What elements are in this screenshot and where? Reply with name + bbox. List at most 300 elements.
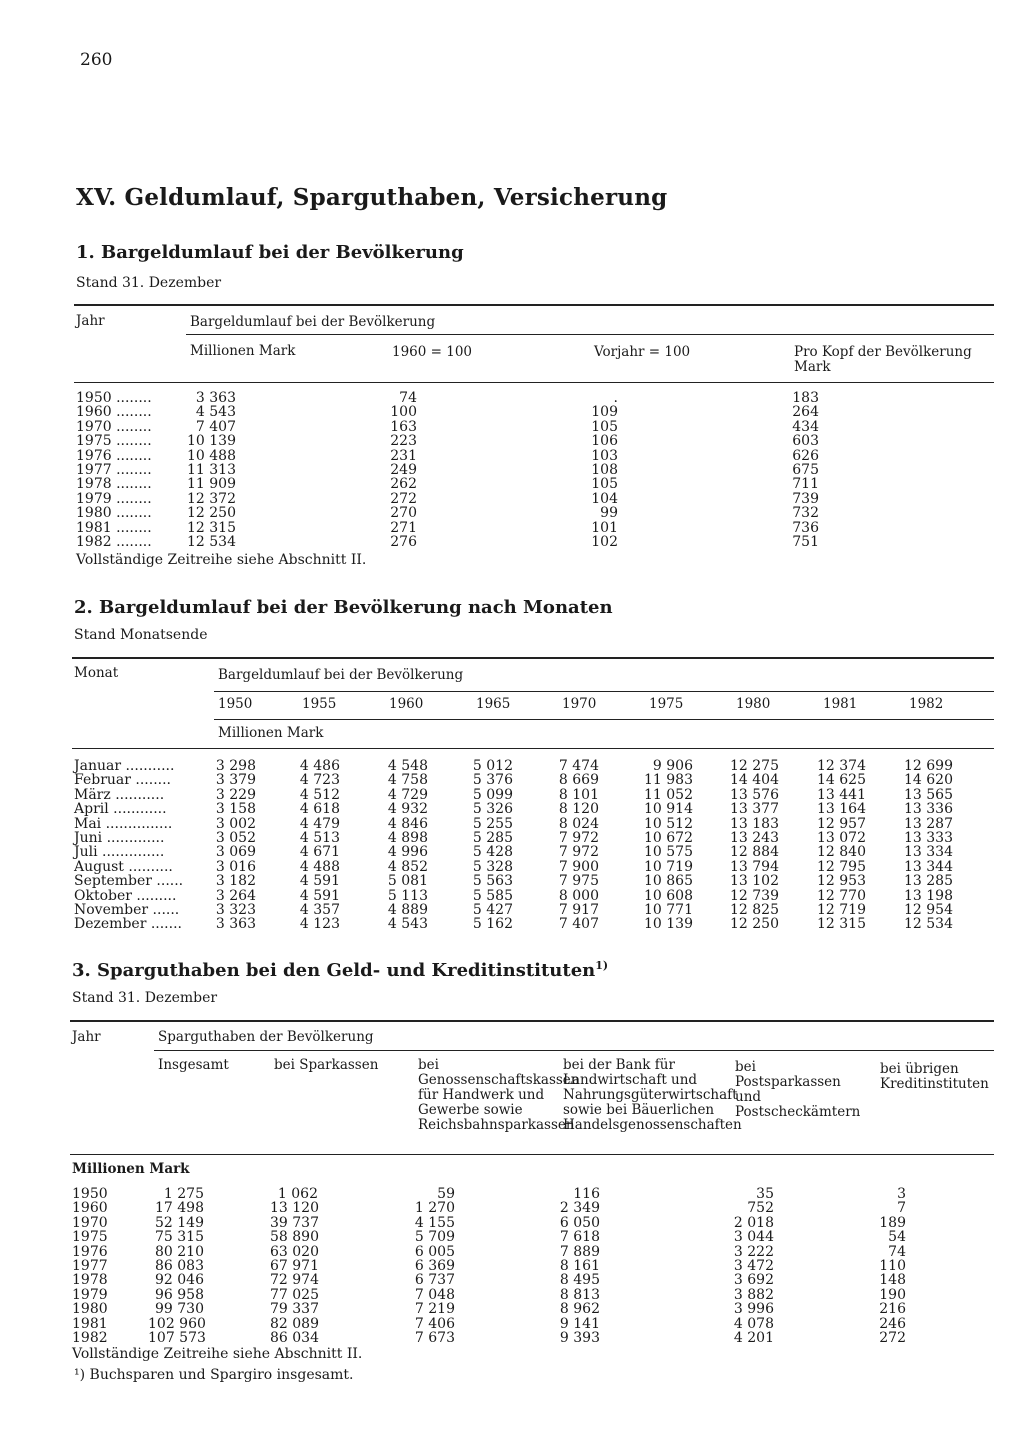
table3-bank-cell: 116 [573,1186,600,1202]
table2-month-cell: November ...... [74,901,180,918]
table2-value-cell: 11 983 [644,772,693,789]
table2-year-rule [214,719,994,720]
table3-uebrige-cell: 110 [879,1257,906,1274]
table2-value-cell: 12 719 [817,901,866,918]
table2-value-cell: 13 576 [730,786,779,803]
table2-unit: Millionen Mark [218,725,324,741]
table2-value-cell: 4 898 [387,829,428,846]
table2-value-cell: 10 608 [644,887,693,904]
table2-header-rule [72,748,994,749]
table1-prokopf-cell: 603 [792,433,819,450]
table1-prokopf-column [780,391,819,549]
table3-genossen-cell: 5 709 [414,1229,455,1246]
table2-value-cell: 3 363 [215,916,256,933]
table2-value-cell: 5 326 [472,801,513,818]
table1-1960-cell: 163 [390,418,417,435]
table3-year-cell: 1976 [72,1243,108,1260]
table2-value-cell: 8 101 [558,786,599,803]
table2-month-cell: August .......... [74,858,173,875]
table2-value-cell: 4 357 [299,901,340,918]
table1-1960-cell: 276 [390,533,417,550]
table2-value-cell: 4 671 [299,844,340,861]
table3-col-jahr: Jahr [72,1029,101,1045]
table1-year-cell: 1980 ........ [76,505,152,522]
table2-value-cell: 12 275 [730,758,779,774]
table1-year-cell: 1976 ........ [76,447,152,464]
table1-vorjahr-column [580,391,618,549]
table1-note: Vollständige Zeitreihe siehe Abschnitt II. [76,552,367,568]
table3-bank-column [555,1187,600,1345]
table1-year-cell: 1960 ........ [76,404,152,421]
table2-value-cell: 13 565 [904,786,953,803]
table1-col-1960: 1960 = 100 [392,344,473,360]
table2-group-rule [214,691,994,692]
table3-subtitle: Stand 31. Dezember [72,990,218,1006]
table2-value-cell: 5 081 [387,873,428,890]
table2-top-rule [72,657,994,659]
table2-value-cell: 8 000 [558,887,599,904]
table3-sparkassen-cell: 67 971 [270,1257,319,1274]
table2-value-cell: 4 846 [387,815,428,832]
table2-value-column [893,759,953,932]
table3-post-cell: 752 [747,1200,774,1217]
table1-1960-cell: 249 [390,461,417,478]
table3-uebrige-cell: 216 [879,1301,906,1318]
table1-col-prokopf: Pro Kopf der Bevölkerung Mark [794,344,972,375]
table3-uebrige-cell: 246 [879,1315,906,1332]
table2-value-cell: 10 719 [644,858,693,875]
table3-genossen-cell: 6 369 [414,1257,455,1274]
table1-1960-cell: 74 [399,390,417,406]
table3-uebrige-cell: 190 [879,1286,906,1303]
table1-prokopf-cell: 434 [792,418,819,435]
table1-mio-cell: 4 543 [195,404,236,421]
table3-group-header: Sparguthaben der Bevölkerung [158,1029,374,1045]
table1-year-cell: 1981 ........ [76,519,152,536]
table2-value-cell: 8 024 [558,815,599,832]
table2-value-column [280,759,340,932]
table2-value-cell: 12 699 [904,758,953,774]
table2-title: 2. Bargeldumlauf bei der Bevölkerung nach Monaten [74,597,613,618]
table2-value-cell: 3 158 [215,801,256,818]
table3-title-footnote-marker: 1) [595,959,609,972]
table3-year-cell: 1978 [72,1272,108,1289]
table1-col-vorjahr: Vorjahr = 100 [594,344,691,360]
table3-post-cell: 4 201 [733,1329,774,1346]
table2-value-cell: 5 113 [387,887,428,904]
table1-vorjahr-cell: 105 [591,418,618,435]
table2-value-cell: 3 182 [215,873,256,890]
table2-value-cell: 5 012 [472,758,513,774]
table2-value-cell: 13 344 [904,858,953,875]
table3-col-post: bei Postsparkassen und Postscheckämtern [735,1059,861,1120]
table3-year-cell: 1981 [72,1315,108,1332]
table3-genossen-cell: 59 [437,1186,455,1202]
table3-footnote: ¹) Buchsparen und Spargiro insgesamt. [74,1367,354,1383]
table2-value-cell: 13 243 [730,829,779,846]
table1-mio-cell: 10 139 [187,433,236,450]
table2-month-cell: Februar ........ [74,772,171,789]
table2-value-column [719,759,779,932]
table2-year-header: 1955 [302,696,337,712]
table2-value-cell: 10 575 [644,844,693,861]
table3-sparkassen-column [270,1187,318,1345]
table2-value-cell: 13 441 [817,786,866,803]
table3-insgesamt-cell: 102 960 [148,1315,206,1332]
table2-month-cell: Mai ............... [74,815,173,832]
table3-sparkassen-cell: 63 020 [270,1243,319,1260]
table1-vorjahr-cell: 99 [600,505,618,522]
table3-year-cell: 1950 [72,1186,108,1202]
table3-title: 3. Sparguthaben bei den Geld- und Kreditinstituten$^{1)}$ [72,959,609,981]
table2-month-cell: Juli .............. [74,844,165,861]
table2-value-cell: 4 758 [387,772,428,789]
table2-value-cell: 5 427 [472,901,513,918]
table1-vorjahr-cell: 105 [591,476,618,493]
table2-value-cell: 13 794 [730,858,779,875]
table2-value-cell: 12 953 [817,873,866,890]
table1-group-header: Bargeldumlauf bei der Bevölkerung [190,314,436,330]
table2-month-cell: Dezember ....... [74,916,182,933]
table2-value-cell: 11 052 [644,786,693,803]
table2-year-header: 1980 [736,696,771,712]
table3-insgesamt-cell: 107 573 [148,1329,206,1346]
table2-month-cell: April ............ [74,801,167,818]
table3-bank-cell: 7 618 [559,1229,600,1246]
table2-value-cell: 4 852 [387,858,428,875]
table1-mio-cell: 10 488 [187,447,236,464]
table3-bank-cell: 2 349 [559,1200,600,1217]
table2-value-cell: 10 865 [644,873,693,890]
table1-year-cell: 1977 ........ [76,461,152,478]
table1-1960-cell: 223 [390,433,417,450]
table1-year-cell: 1975 ........ [76,433,152,450]
table3-insgesamt-cell: 99 730 [155,1301,204,1318]
table1-mio-column [180,391,236,549]
table1-1960-column [380,391,417,549]
table1-prokopf-cell: 264 [792,404,819,421]
table2-year-header: 1981 [823,696,858,712]
table1-year-cell: 1978 ........ [76,476,152,493]
table3-genossen-cell: 7 048 [414,1286,455,1303]
table3-top-rule [70,1020,994,1022]
table2-year-header: 1982 [909,696,944,712]
table2-value-cell: 13 183 [730,815,779,832]
table3-sparkassen-cell: 39 737 [270,1214,319,1231]
table3-col-genossen: bei Genossenschaftskassen für Handwerk und Gewerbe sowie Reichsbahnsparkassen [418,1057,580,1133]
table3-post-cell: 3 044 [733,1229,774,1246]
table2-value-cell: 12 825 [730,901,779,918]
table2-value-cell: 13 164 [817,801,866,818]
table3-bank-cell: 8 495 [559,1272,600,1289]
table1-mio-cell: 11 313 [187,461,236,478]
table1-prokopf-cell: 751 [792,533,819,550]
table2-value-cell: 10 512 [644,815,693,832]
table2-month-cell: Januar ........... [74,758,175,774]
table2-year-header: 1965 [476,696,511,712]
table2-value-cell: 4 591 [299,887,340,904]
table1-mio-cell: 11 909 [187,476,236,493]
table2-value-cell: 13 285 [904,873,953,890]
table3-insgesamt-cell: 52 149 [155,1214,204,1231]
table3-sparkassen-cell: 86 034 [270,1329,319,1346]
table3-sparkassen-cell: 72 974 [270,1272,319,1289]
table2-value-cell: 3 016 [215,858,256,875]
table1-1960-cell: 271 [390,519,417,536]
table2-value-cell: 9 906 [652,758,693,774]
table2-value-cell: 3 069 [215,844,256,861]
table1-year-cell: 1979 ........ [76,490,152,507]
table2-value-cell: 5 255 [472,815,513,832]
table3-insgesamt-cell: 96 958 [155,1286,204,1303]
table2-value-cell: 12 957 [817,815,866,832]
table1-year-cell: 1970 ........ [76,418,152,435]
table2-month-cell: März ........... [74,786,165,803]
table2-value-cell: 3 052 [215,829,256,846]
table3-post-column [730,1187,774,1345]
table2-value-cell: 4 591 [299,873,340,890]
table2-value-cell: 13 287 [904,815,953,832]
table1-vorjahr-cell: . [613,390,618,406]
table2-value-cell: 4 548 [387,758,428,774]
table2-value-cell: 4 618 [299,801,340,818]
table2-value-cell: 3 264 [215,887,256,904]
table2-value-cell: 5 376 [472,772,513,789]
table2-value-cell: 4 932 [387,801,428,818]
table1-vorjahr-cell: 106 [591,433,618,450]
table3-post-cell: 3 692 [733,1272,774,1289]
table1-prokopf-cell: 183 [792,390,819,406]
table3-genossen-cell: 6 005 [414,1243,455,1260]
table2-value-cell: 5 563 [472,873,513,890]
table2-subtitle: Stand Monatsende [74,627,208,643]
table2-value-cell: 4 488 [299,858,340,875]
table2-year-header: 1960 [389,696,424,712]
table1-title: 1. Bargeldumlauf bei der Bevölkerung [76,242,464,263]
table3-col-uebrige: bei übrigen Kreditinstituten [880,1061,989,1092]
table2-month-cell: September ...... [74,873,184,890]
table3-note: Vollständige Zeitreihe siehe Abschnitt II. [72,1346,363,1362]
table2-value-cell: 10 914 [644,801,693,818]
table1-year-cell: 1950 ........ [76,390,152,406]
table2-year-header: 1950 [218,696,253,712]
table2-value-cell: 7 407 [558,916,599,933]
table3-header-rule [70,1154,994,1155]
table2-value-cell: 13 377 [730,801,779,818]
table3-col-sparkassen: bei Sparkassen [274,1057,379,1073]
table1-mio-cell: 7 407 [195,418,236,435]
table3-bank-cell: 8 962 [559,1301,600,1318]
table2-value-cell: 4 479 [299,815,340,832]
table2-value-cell: 3 323 [215,901,256,918]
table1-prokopf-cell: 736 [792,519,819,536]
table1-subtitle: Stand 31. Dezember [76,275,222,291]
table3-insgesamt-cell: 92 046 [155,1272,204,1289]
table3-uebrige-cell: 272 [879,1329,906,1346]
table3-insgesamt-column [148,1187,204,1345]
table2-value-column [368,759,428,932]
table2-value-cell: 12 250 [730,916,779,933]
table3-post-cell: 3 222 [733,1243,774,1260]
table2-value-cell: 12 374 [817,758,866,774]
table2-value-column [633,759,693,932]
table1-group-rule [186,334,994,335]
table3-uebrige-cell: 148 [879,1272,906,1289]
table3-sparkassen-cell: 58 890 [270,1229,319,1246]
table2-value-cell: 13 072 [817,829,866,846]
table2-value-cell: 7 900 [558,858,599,875]
page-number: 260 [80,50,113,70]
table2-value-cell: 5 585 [472,887,513,904]
table1-mio-cell: 12 315 [187,519,236,536]
table2-value-column [806,759,866,932]
table2-value-cell: 3 229 [215,786,256,803]
table1-prokopf-cell: 675 [792,461,819,478]
table3-insgesamt-cell: 1 275 [163,1186,204,1202]
table2-value-column [196,759,256,932]
table3-uebrige-cell: 54 [888,1229,906,1246]
table3-insgesamt-cell: 75 315 [155,1229,204,1246]
table3-bank-cell: 9 393 [559,1329,600,1346]
table3-post-cell: 35 [756,1186,774,1202]
table3-bank-cell: 9 141 [559,1315,600,1332]
table1-mio-cell: 12 372 [187,490,236,507]
chapter-title: XV. Geldumlauf, Sparguthaben, Versicherung [76,184,668,211]
table2-value-cell: 13 102 [730,873,779,890]
table1-vorjahr-cell: 108 [591,461,618,478]
table3-post-cell: 3 996 [733,1301,774,1318]
table1-year-column [76,391,186,549]
table3-unit: Millionen Mark [72,1161,190,1177]
table3-year-cell: 1975 [72,1229,108,1246]
table2-month-column [74,759,204,932]
table3-sparkassen-cell: 1 062 [277,1186,318,1202]
table3-bank-cell: 6 050 [559,1214,600,1231]
table3-year-cell: 1970 [72,1214,108,1231]
table3-year-cell: 1960 [72,1200,108,1217]
table3-year-cell: 1980 [72,1301,108,1318]
table2-value-cell: 7 972 [558,844,599,861]
table3-bank-cell: 7 889 [559,1243,600,1260]
table3-post-cell: 4 078 [733,1315,774,1332]
table1-vorjahr-cell: 104 [591,490,618,507]
table3-year-cell: 1982 [72,1329,108,1346]
table3-year-cell: 1977 [72,1257,108,1274]
table2-group-header: Bargeldumlauf bei der Bevölkerung [218,667,464,683]
table3-sparkassen-cell: 82 089 [270,1315,319,1332]
table2-value-cell: 4 723 [299,772,340,789]
table1-1960-cell: 272 [390,490,417,507]
table1-header-rule [74,382,994,383]
table2-year-header: 1970 [562,696,597,712]
table3-genossen-cell: 7 219 [414,1301,455,1318]
table3-uebrige-column [870,1187,906,1345]
table1-col-jahr: Jahr [76,313,105,329]
table1-prokopf-cell: 711 [792,476,819,493]
table3-insgesamt-cell: 80 210 [155,1243,204,1260]
table3-sparkassen-cell: 13 120 [270,1200,319,1217]
table2-value-cell: 3 379 [215,772,256,789]
table2-value-cell: 7 474 [558,758,599,774]
table1-1960-cell: 231 [390,447,417,464]
table2-value-cell: 7 972 [558,829,599,846]
table2-value-cell: 4 486 [299,758,340,774]
table2-value-cell: 8 669 [558,772,599,789]
table2-value-cell: 4 513 [299,829,340,846]
table2-value-cell: 3 298 [215,758,256,774]
table2-value-cell: 12 840 [817,844,866,861]
table3-bank-cell: 8 161 [559,1257,600,1274]
table2-value-cell: 12 315 [817,916,866,933]
table3-col-insgesamt: Insgesamt [158,1057,229,1073]
table1-prokopf-cell: 732 [792,505,819,522]
table2-value-cell: 5 099 [472,786,513,803]
table1-prokopf-cell: 739 [792,490,819,507]
table2-value-cell: 14 404 [730,772,779,789]
table3-sparkassen-cell: 77 025 [270,1286,319,1303]
table2-value-cell: 4 996 [387,844,428,861]
table3-post-cell: 3 472 [733,1257,774,1274]
table2-value-cell: 14 625 [817,772,866,789]
table3-insgesamt-cell: 17 498 [155,1200,204,1217]
table2-value-cell: 4 512 [299,786,340,803]
table2-value-cell: 4 123 [299,916,340,933]
table2-value-cell: 5 162 [472,916,513,933]
table2-value-cell: 12 795 [817,858,866,875]
table2-value-cell: 12 954 [904,901,953,918]
table2-value-cell: 5 328 [472,858,513,875]
table2-value-cell: 4 889 [387,901,428,918]
table1-1960-cell: 262 [390,476,417,493]
table2-value-cell: 13 336 [904,801,953,818]
table3-genossen-cell: 1 270 [414,1200,455,1217]
table2-value-cell: 10 672 [644,829,693,846]
table3-genossen-column [410,1187,455,1345]
table3-uebrige-cell: 189 [879,1214,906,1231]
table1-mio-cell: 12 534 [187,533,236,550]
table3-uebrige-cell: 7 [897,1200,906,1217]
table2-value-cell: 4 543 [387,916,428,933]
table2-month-cell: Oktober ......... [74,887,177,904]
table2-value-cell: 7 917 [558,901,599,918]
table1-vorjahr-cell: 101 [591,519,618,536]
table2-value-column [539,759,599,932]
table3-genossen-cell: 4 155 [414,1214,455,1231]
table1-vorjahr-cell: 102 [591,533,618,550]
table2-value-cell: 5 285 [472,829,513,846]
table2-value-column [453,759,513,932]
table1-year-cell: 1982 ........ [76,533,152,550]
table3-post-cell: 3 882 [733,1286,774,1303]
table2-value-cell: 13 334 [904,844,953,861]
table2-month-cell: Juni ............. [74,829,165,846]
table3-genossen-cell: 7 406 [414,1315,455,1332]
table1-mio-cell: 3 363 [195,390,236,406]
table3-uebrige-cell: 74 [888,1243,906,1260]
table3-insgesamt-cell: 86 083 [155,1257,204,1274]
table2-value-cell: 14 620 [904,772,953,789]
table1-prokopf-cell: 626 [792,447,819,464]
table2-value-cell: 13 198 [904,887,953,904]
table2-value-cell: 7 975 [558,873,599,890]
table2-value-cell: 12 770 [817,887,866,904]
table3-year-cell: 1979 [72,1286,108,1303]
table3-group-rule [154,1050,994,1051]
table1-col-mio: Millionen Mark [190,343,296,359]
table1-1960-cell: 270 [390,505,417,522]
table3-genossen-cell: 7 673 [414,1329,455,1346]
table1-top-rule [74,304,994,306]
